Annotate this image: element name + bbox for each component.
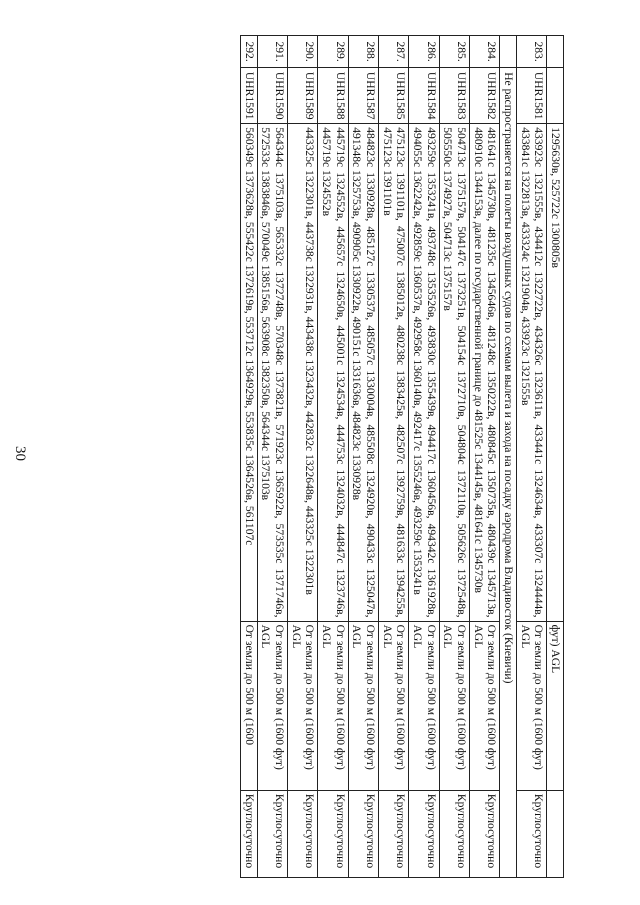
cell-time: Круглосуточно	[409, 790, 439, 877]
cell-coords: 443325с 1322301в, 443738с 1322931в, 443438с 1323432в, 442832с 1322648в, 443325с 1322301в	[287, 124, 317, 621]
table-row	[287, 36, 317, 878]
cell-code	[547, 68, 564, 124]
table-row	[240, 36, 257, 878]
cell-code: UHR1591	[240, 68, 257, 124]
cell-time: Круглосуточно	[378, 790, 408, 877]
cell-coords: 504713с 1375157в, 504147с 1373251в, 504154с 1372710в, 504804с 1372110в, 505626с 1372548в, 505550с 1374927в, 504713с 1375157в	[439, 124, 469, 621]
cell-num	[500, 36, 517, 68]
cell-time: Круглосуточно	[240, 790, 257, 877]
cell-num: 291.	[257, 36, 287, 68]
cell-num: 285.	[439, 36, 469, 68]
cell-coords: 1295630в, 525722с 1300805в	[547, 124, 564, 621]
cell-num: 287.	[378, 36, 408, 68]
cell-code: UHR1588	[318, 68, 348, 124]
table-row	[469, 36, 499, 878]
cell-altitude: От земли до 500 м (1600 фут) AGL	[257, 621, 287, 790]
cell-num: 286.	[409, 36, 439, 68]
section-title: Не распространяется на полеты воздушных судов по схемам вылета и захода на посадку аэродрома Владивосток (Кневичи)	[500, 68, 517, 878]
cell-code: UHR1587	[348, 68, 378, 124]
continuation-row	[547, 36, 564, 878]
cell-time: Круглосуточно	[287, 790, 317, 877]
cell-code: UHR1582	[469, 68, 499, 124]
cell-coords: 445719с 1324552в, 445657с 1324650в, 445001с 1324534в, 444753с 1324032в, 444847с 1323746в, 445719с 1324552в	[318, 124, 348, 621]
cell-coords: 560349с 1373628в, 555422с 1372619в, 553712с 1364929в, 553835с 1364526в, 561107с	[240, 124, 257, 621]
cell-time: Круглосуточно	[348, 790, 378, 877]
table-row	[257, 36, 287, 878]
table-row	[378, 36, 408, 878]
cell-time: Круглосуточно	[439, 790, 469, 877]
cell-altitude: От земли до 500 м (1600 фут) AGL	[409, 621, 439, 790]
cell-coords: 493259с 1353241в, 493748с 1353526в, 493830с 1355439в, 494417с 1360456в, 494342с 1361928в, 494055с 1362242в, 492859с 1360537в, 492958с 1360140в, 492417с 1355246в, 493259с 1353241в	[409, 124, 439, 621]
cell-num: 289.	[318, 36, 348, 68]
table-row	[318, 36, 348, 878]
cell-coords: 481641с 1345730в, 481235с 1345646в, 481248с 1350222в, 480845с 1350735в, 480439с 1345713в, 480910с 1344153в, далее по государственной границе до 481525с 1344145в, 481641с 1345730в	[469, 124, 499, 621]
table-row	[439, 36, 469, 878]
cell-altitude: От земли до 500 м (1600 фут) AGL	[287, 621, 317, 790]
cell-num	[547, 36, 564, 68]
cell-altitude: От земли до 500 м (1600 фут) AGL	[439, 621, 469, 790]
cell-time: Круглосуточно	[318, 790, 348, 877]
cell-altitude: От земли до 500 м (1600	[240, 621, 257, 790]
cell-altitude: От земли до 500 м (1600 фут) AGL	[348, 621, 378, 790]
cell-code: UHR1589	[287, 68, 317, 124]
cell-num: 292.	[240, 36, 257, 68]
cell-altitude: От земли до 500 м (1600 фут) AGL	[516, 621, 546, 790]
table-row	[516, 36, 546, 878]
cell-time: Круглосуточно	[257, 790, 287, 877]
airspace-table	[240, 35, 564, 878]
cell-altitude: От земли до 500 м (1600 фут) AGL	[378, 621, 408, 790]
cell-coords: 475123с 1391101в, 475007с 1385012в, 480238с 1383425в, 482507с 1392759в, 481633с 1394255в, 475123с 1391101в	[378, 124, 408, 621]
cell-coords: 433923с 1321555в, 434412с 1322722в, 434326с 1323611в, 433441с 1324634в, 433307с 1324444в, 433841с 1322813в, 433324с 1321904в, 433923с 1321555в	[516, 124, 546, 621]
cell-code: UHR1585	[378, 68, 408, 124]
table-row	[348, 36, 378, 878]
cell-time: Круглосуточно	[469, 790, 499, 877]
cell-code: UHR1583	[439, 68, 469, 124]
cell-altitude: От земли до 500 м (1600 фут) AGL	[469, 621, 499, 790]
rotated-table-container	[64, 35, 564, 878]
cell-coords: 484823с 1330928в, 485127с 1330537в, 485057с 1330004в, 485508с 1324920в, 490433с 1325047в, 491348с 1325753в, 490905с 1330922в, 490151с 1331636в, 484823с 1330928в	[348, 124, 378, 621]
cell-time	[547, 790, 564, 877]
cell-altitude: От земли до 500 м (1600 фут) AGL	[318, 621, 348, 790]
cell-num: 290.	[287, 36, 317, 68]
section-row	[500, 36, 517, 878]
cell-num: 288.	[348, 36, 378, 68]
cell-code: UHR1584	[409, 68, 439, 124]
cell-num: 284.	[469, 36, 499, 68]
page-number	[6, 438, 32, 468]
cell-altitude: фут) AGL	[547, 621, 564, 790]
page-number-text: 30	[11, 445, 28, 461]
cell-num: 283.	[516, 36, 546, 68]
cell-time: Круглосуточно	[516, 790, 546, 877]
cell-coords: 564344с 1375103в, 565332с 1372748в, 570348с 1373821в, 571923с 1365922в, 573535с 1371746в, 572533с 1383846в, 570049с 1385156в, 563908с 1382350в, 564344с 1375103в	[257, 124, 287, 621]
cell-code: UHR1590	[257, 68, 287, 124]
cell-code: UHR1581	[516, 68, 546, 124]
table-row	[409, 36, 439, 878]
